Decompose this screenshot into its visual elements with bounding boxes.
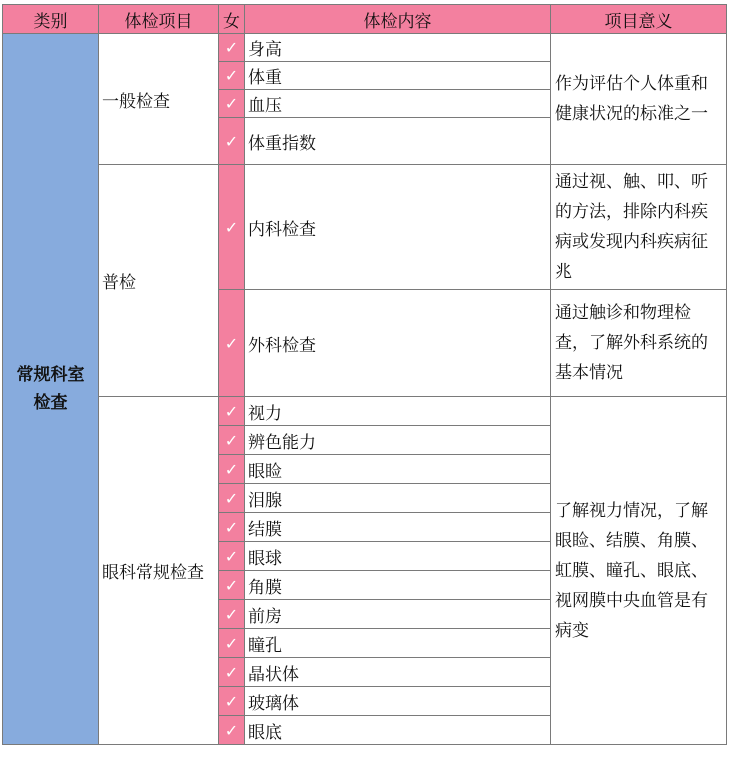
check-mark-icon: ✓: [219, 484, 245, 513]
content-cell: 体重指数: [245, 118, 551, 165]
content-cell: 泪腺: [245, 484, 551, 513]
check-mark-icon: ✓: [219, 118, 245, 165]
category-label: 常规科室 检查: [16, 365, 85, 413]
check-mark-icon: ✓: [219, 426, 245, 455]
exam-table: [2, 4, 727, 745]
content-cell: 视力: [245, 397, 551, 426]
check-mark-icon: ✓: [219, 455, 245, 484]
content-cell: 眼底: [245, 716, 551, 745]
content-cell: 眼睑: [245, 455, 551, 484]
table-row: [3, 397, 727, 426]
check-mark-icon: ✓: [219, 658, 245, 687]
check-mark-icon: ✓: [219, 397, 245, 426]
meaning-cell: 了解视力情况，了解眼睑、结膜、角膜、虹膜、瞳孔、眼底、视网膜中央血管是有病变: [551, 397, 727, 745]
content-cell: 血压: [245, 90, 551, 118]
check-mark-icon: ✓: [219, 34, 245, 62]
content-cell: 结膜: [245, 513, 551, 542]
meaning-cell: 作为评估个人体重和健康状况的标准之一: [551, 34, 727, 165]
check-mark-icon: ✓: [219, 687, 245, 716]
header-meaning: 项目意义: [551, 5, 727, 34]
meaning-cell: 通过视、触、叩、听的方法，排除内科疾病或发现内科疾病征兆: [551, 165, 727, 290]
check-mark-icon: ✓: [219, 716, 245, 745]
content-cell: 晶状体: [245, 658, 551, 687]
check-mark-icon: ✓: [219, 290, 245, 397]
content-cell: 瞳孔: [245, 629, 551, 658]
table-row: [3, 34, 727, 62]
check-mark-icon: ✓: [219, 513, 245, 542]
item-cell: 一般检查: [99, 34, 219, 165]
content-cell: 角膜: [245, 571, 551, 600]
check-mark-icon: ✓: [219, 165, 245, 290]
check-mark-icon: ✓: [219, 90, 245, 118]
item-cell: 眼科常规检查: [99, 397, 219, 745]
header-female: 女: [219, 5, 245, 34]
category-cell: [3, 34, 99, 745]
content-cell: 眼球: [245, 542, 551, 571]
table-row: [3, 165, 727, 290]
content-cell: 体重: [245, 62, 551, 90]
content-cell: 前房: [245, 600, 551, 629]
header-content: 体检内容: [245, 5, 551, 34]
content-cell: 外科检查: [245, 290, 551, 397]
check-mark-icon: ✓: [219, 62, 245, 90]
check-mark-icon: ✓: [219, 571, 245, 600]
header-category: 类别: [3, 5, 99, 34]
content-cell: 辨色能力: [245, 426, 551, 455]
check-mark-icon: ✓: [219, 542, 245, 571]
content-cell: 内科检查: [245, 165, 551, 290]
check-mark-icon: ✓: [219, 629, 245, 658]
content-cell: 玻璃体: [245, 687, 551, 716]
meaning-cell: 通过触诊和物理检查，了解外科系统的基本情况: [551, 290, 727, 397]
header-row: [3, 5, 727, 34]
check-mark-icon: ✓: [219, 600, 245, 629]
content-cell: 身高: [245, 34, 551, 62]
header-item: 体检项目: [99, 5, 219, 34]
item-cell: 普检: [99, 165, 219, 397]
